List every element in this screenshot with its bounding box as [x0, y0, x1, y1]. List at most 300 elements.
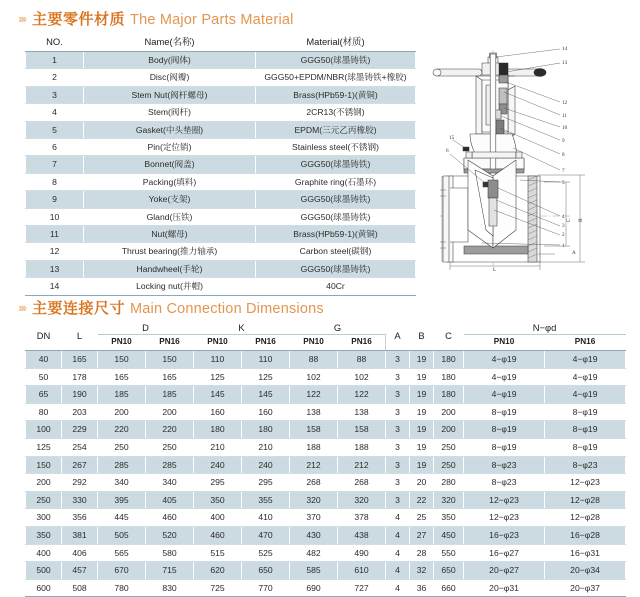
- cell: 210: [242, 438, 290, 456]
- table-row: [26, 368, 626, 386]
- cell: 19: [410, 386, 434, 404]
- cell: 180: [242, 421, 290, 439]
- cell: 4−φ19: [464, 368, 545, 386]
- cell-no: 8: [26, 173, 84, 190]
- cell: 4−φ19: [545, 368, 626, 386]
- cell: 350: [194, 491, 242, 509]
- cell: 4: [386, 544, 410, 562]
- cell: 20: [410, 474, 434, 492]
- cell-no: 12: [26, 243, 84, 260]
- cell: 19: [410, 351, 434, 369]
- cell: 19: [410, 421, 434, 439]
- cell: 12−φ23: [545, 474, 626, 492]
- dimensions-title-cn: 主要连接尺寸: [32, 299, 126, 317]
- col-sub-pn10: PN10: [464, 335, 545, 351]
- cell: 188: [338, 438, 386, 456]
- cell: 330: [62, 491, 98, 509]
- cell: 158: [290, 421, 338, 439]
- cell: 185: [146, 386, 194, 404]
- cell: 20−φ31: [464, 579, 545, 597]
- svg-text:3: 3: [562, 223, 565, 229]
- cell: 715: [146, 562, 194, 580]
- cell: 268: [290, 474, 338, 492]
- cell: 20−φ27: [464, 562, 545, 580]
- cell-name: Bonnet(阀盖): [84, 156, 256, 173]
- parts-material-table: [25, 32, 416, 296]
- col-sub-pn16: PN16: [146, 335, 194, 351]
- cell: 188: [290, 438, 338, 456]
- cell: 250: [434, 438, 464, 456]
- cell-material: Brass(HPb59-1)(黄铜): [256, 86, 416, 103]
- cell: 178: [62, 368, 98, 386]
- cell: 445: [98, 509, 146, 527]
- cell: 4−φ19: [545, 351, 626, 369]
- col-c: C: [434, 321, 464, 351]
- cell: 4−φ19: [545, 386, 626, 404]
- cell: 19: [410, 456, 434, 474]
- svg-text:B: B: [578, 218, 584, 222]
- table-row: [26, 278, 416, 295]
- cell: 4: [386, 562, 410, 580]
- cell: 102: [290, 368, 338, 386]
- cell: 292: [62, 474, 98, 492]
- cell: 320: [290, 491, 338, 509]
- cell: 4: [386, 579, 410, 597]
- cell: 565: [98, 544, 146, 562]
- cell: 285: [98, 456, 146, 474]
- cell: 3: [386, 386, 410, 404]
- cell-no: 11: [26, 226, 84, 243]
- cell: 12−φ28: [545, 491, 626, 509]
- table-row: [26, 421, 626, 439]
- cell: 280: [434, 474, 464, 492]
- cell-no: 9: [26, 191, 84, 208]
- cell: 8−φ19: [545, 438, 626, 456]
- col-sub-pn10: PN10: [194, 335, 242, 351]
- cell: 19: [410, 403, 434, 421]
- table-row: [26, 86, 416, 103]
- svg-text:6: 6: [446, 148, 449, 154]
- cell-material: Brass(HPb59-1)(黄铜): [256, 226, 416, 243]
- cell: 88: [338, 351, 386, 369]
- cell: 203: [62, 403, 98, 421]
- cell: 160: [242, 403, 290, 421]
- table-row: [26, 226, 416, 243]
- cell: 8−φ19: [464, 421, 545, 439]
- chevron-right-icon: ›››: [18, 300, 25, 315]
- cell-no: 7: [26, 156, 84, 173]
- svg-text:8: 8: [562, 152, 565, 158]
- col-sub-pn16: PN16: [338, 335, 386, 351]
- parts-title-en: The Major Parts Material: [130, 12, 294, 28]
- cell: 780: [98, 579, 146, 597]
- cell-name: Locking nut(并帽): [84, 278, 256, 295]
- cell: 125: [194, 368, 242, 386]
- cell: 16−φ28: [545, 526, 626, 544]
- col-dn: DN: [26, 321, 62, 351]
- cell-name: Thrust bearing(推力轴承): [84, 243, 256, 260]
- cell-name: Stem(阀杆): [84, 104, 256, 121]
- col-no: NO.: [26, 33, 84, 52]
- svg-text:7: 7: [562, 168, 565, 174]
- cell: 200: [146, 403, 194, 421]
- cell: 210: [194, 438, 242, 456]
- table-header-row: [26, 33, 416, 52]
- table-row: [26, 491, 626, 509]
- table-row: [26, 208, 416, 225]
- cell: 381: [62, 526, 98, 544]
- cell: 482: [290, 544, 338, 562]
- table-row: [26, 52, 416, 69]
- cell-material: 2CR13(不锈钢): [256, 104, 416, 121]
- cell: 508: [62, 579, 98, 597]
- table-row: [26, 386, 626, 404]
- cell: 285: [146, 456, 194, 474]
- cell: 250: [146, 438, 194, 456]
- cell: 212: [338, 456, 386, 474]
- table-row: [26, 121, 416, 138]
- cell: 8−φ23: [545, 456, 626, 474]
- cell: 180: [434, 351, 464, 369]
- cell-name: Yoke(支架): [84, 191, 256, 208]
- cell: 160: [194, 403, 242, 421]
- svg-text:5: 5: [562, 180, 565, 186]
- section-heading-parts: [0, 8, 294, 29]
- col-d: D: [98, 321, 194, 335]
- cell: 180: [434, 386, 464, 404]
- table-row: [26, 456, 626, 474]
- cell: 505: [98, 526, 146, 544]
- cell: 8−φ23: [464, 474, 545, 492]
- cell: 138: [338, 403, 386, 421]
- table-row: [26, 243, 416, 260]
- cell: 4: [386, 509, 410, 527]
- cell: 406: [62, 544, 98, 562]
- table-row: [26, 526, 626, 544]
- cell-material: GGG50(球墨铸铁): [256, 156, 416, 173]
- cell-no: 4: [26, 104, 84, 121]
- cell: 550: [434, 544, 464, 562]
- cell: 102: [338, 368, 386, 386]
- cell: 100: [26, 421, 62, 439]
- cell-no: 2: [26, 69, 84, 86]
- col-l: L: [62, 321, 98, 351]
- svg-text:1: 1: [562, 243, 565, 249]
- cell: 460: [146, 509, 194, 527]
- svg-text:15: 15: [449, 135, 455, 141]
- svg-text:13: 13: [562, 60, 568, 66]
- cell: 610: [338, 562, 386, 580]
- cell: 395: [98, 491, 146, 509]
- cell: 650: [434, 562, 464, 580]
- cell: 150: [98, 351, 146, 369]
- col-nd: N−φd: [464, 321, 626, 335]
- table-row: [26, 139, 416, 156]
- cell: 400: [194, 509, 242, 527]
- svg-text:L: L: [493, 267, 497, 273]
- cell-no: 5: [26, 121, 84, 138]
- col-sub-pn10: PN10: [290, 335, 338, 351]
- cell-name: Gland(压铁): [84, 208, 256, 225]
- cell: 405: [146, 491, 194, 509]
- cell: 660: [434, 579, 464, 597]
- table-row: [26, 69, 416, 86]
- cell-name: Stem Nut(阀杆螺母): [84, 86, 256, 103]
- svg-text:14: 14: [562, 46, 568, 52]
- cell: 457: [62, 562, 98, 580]
- cell-material: GGG50+EPDM/NBR(球墨铸铁+橡胶): [256, 69, 416, 86]
- cell-name: Disc(阀瓣): [84, 69, 256, 86]
- cell: 400: [26, 544, 62, 562]
- table-row: [26, 156, 416, 173]
- table-row: [26, 173, 416, 190]
- table-row: [26, 509, 626, 527]
- table-row: [26, 438, 626, 456]
- table-row: [26, 351, 626, 369]
- cell-material: Graphite ring(石墨环): [256, 173, 416, 190]
- cell: 36: [410, 579, 434, 597]
- cell: 200: [26, 474, 62, 492]
- cell: 500: [26, 562, 62, 580]
- cell-name: Packing(填料): [84, 173, 256, 190]
- cell: 580: [146, 544, 194, 562]
- table-row: [26, 260, 416, 277]
- table-row: [26, 403, 626, 421]
- cell: 25: [410, 509, 434, 527]
- cell: 8−φ19: [545, 421, 626, 439]
- cell-material: GGG50(球墨铸铁): [256, 52, 416, 69]
- table-header-row-sub: [26, 335, 626, 351]
- cell: 430: [290, 526, 338, 544]
- cell: 460: [194, 526, 242, 544]
- cell: 620: [194, 562, 242, 580]
- cell: 4−φ19: [464, 351, 545, 369]
- cell: 3: [386, 403, 410, 421]
- cell-name: Body(阀体): [84, 52, 256, 69]
- cell: 600: [26, 579, 62, 597]
- cell: 470: [242, 526, 290, 544]
- cell: 220: [98, 421, 146, 439]
- svg-text:4: 4: [562, 214, 565, 220]
- cell: 240: [194, 456, 242, 474]
- cell: 670: [98, 562, 146, 580]
- cell: 200: [434, 403, 464, 421]
- cell: 212: [290, 456, 338, 474]
- cell: 295: [194, 474, 242, 492]
- cell-no: 1: [26, 52, 84, 69]
- cell: 650: [242, 562, 290, 580]
- cell: 190: [62, 386, 98, 404]
- cell-material: 40Cr: [256, 278, 416, 295]
- cell: 185: [98, 386, 146, 404]
- cell: 138: [290, 403, 338, 421]
- cell: 3: [386, 438, 410, 456]
- cell: 3: [386, 456, 410, 474]
- cell: 520: [146, 526, 194, 544]
- dimensions-title-en: Main Connection Dimensions: [130, 301, 324, 317]
- table-row: [26, 191, 416, 208]
- cell: 370: [290, 509, 338, 527]
- table-header-row-group: [26, 321, 626, 335]
- cell-material: EPDM(三元乙丙橡胶): [256, 121, 416, 138]
- cell: 320: [434, 491, 464, 509]
- col-sub-pn16: PN16: [545, 335, 626, 351]
- cell-material: GGG50(球墨铸铁): [256, 260, 416, 277]
- cell-material: Stainless steel(不锈钢): [256, 139, 416, 156]
- cell-no: 14: [26, 278, 84, 295]
- cell: 180: [434, 368, 464, 386]
- cell-no: 3: [26, 86, 84, 103]
- cell: 378: [338, 509, 386, 527]
- cell: 145: [194, 386, 242, 404]
- col-sub-pn10: PN10: [98, 335, 146, 351]
- cell: 830: [146, 579, 194, 597]
- cell: 300: [26, 509, 62, 527]
- cell: 8−φ19: [464, 403, 545, 421]
- cell: 110: [194, 351, 242, 369]
- cell: 20−φ34: [545, 562, 626, 580]
- cell: 727: [338, 579, 386, 597]
- section-heading-dimensions: [0, 297, 324, 318]
- svg-text:12: 12: [562, 100, 568, 106]
- cell: 22: [410, 491, 434, 509]
- cell: 220: [146, 421, 194, 439]
- cell-name: Gasket(中头垫圈): [84, 121, 256, 138]
- cell: 110: [242, 351, 290, 369]
- svg-text:2: 2: [562, 232, 565, 238]
- cell: 356: [62, 509, 98, 527]
- cell: 254: [62, 438, 98, 456]
- cell: 3: [386, 421, 410, 439]
- cell: 585: [290, 562, 338, 580]
- table-row: [26, 579, 626, 597]
- col-g: G: [290, 321, 386, 335]
- cell: 180: [194, 421, 242, 439]
- cell: 28: [410, 544, 434, 562]
- cell: 690: [290, 579, 338, 597]
- svg-text:10: 10: [562, 125, 568, 131]
- col-material: Material(材质): [256, 33, 416, 52]
- cell: 8−φ23: [464, 456, 545, 474]
- cell: 725: [194, 579, 242, 597]
- svg-text:11: 11: [562, 113, 567, 119]
- chevron-right-icon: ›››: [18, 11, 25, 26]
- cell: 229: [62, 421, 98, 439]
- cell-material: GGG50(球墨铸铁): [256, 191, 416, 208]
- cell: 450: [434, 526, 464, 544]
- cell: 40: [26, 351, 62, 369]
- cell: 8−φ19: [464, 438, 545, 456]
- cell: 165: [98, 368, 146, 386]
- cell: 350: [26, 526, 62, 544]
- cell: 490: [338, 544, 386, 562]
- cell: 250: [98, 438, 146, 456]
- cell: 200: [98, 403, 146, 421]
- cell: 88: [290, 351, 338, 369]
- cell-no: 6: [26, 139, 84, 156]
- cell: 150: [26, 456, 62, 474]
- cell: 122: [338, 386, 386, 404]
- cell-name: Pin(定位销): [84, 139, 256, 156]
- svg-text:C: C: [566, 218, 572, 222]
- cell: 3: [386, 474, 410, 492]
- cell: 150: [146, 351, 194, 369]
- cell: 438: [338, 526, 386, 544]
- cell: 27: [410, 526, 434, 544]
- cell: 250: [434, 456, 464, 474]
- cell: 50: [26, 368, 62, 386]
- cell: 515: [194, 544, 242, 562]
- cell: 200: [434, 421, 464, 439]
- cell-material: Carbon steel(碳钢): [256, 243, 416, 260]
- cell: 410: [242, 509, 290, 527]
- connection-dimensions-table: [25, 320, 626, 597]
- col-b: B: [410, 321, 434, 351]
- table-row: [26, 474, 626, 492]
- cell: 20−φ37: [545, 579, 626, 597]
- cell: 16−φ27: [464, 544, 545, 562]
- cell: 3: [386, 491, 410, 509]
- parts-title-cn: 主要零件材质: [32, 10, 126, 28]
- col-name: Name(名称): [84, 33, 256, 52]
- cell: 32: [410, 562, 434, 580]
- cell: 16−φ23: [464, 526, 545, 544]
- cell: 12−φ28: [545, 509, 626, 527]
- cell-name: Handwheel(手轮): [84, 260, 256, 277]
- cell: 267: [62, 456, 98, 474]
- cell: 340: [146, 474, 194, 492]
- cell: 770: [242, 579, 290, 597]
- cell: 268: [338, 474, 386, 492]
- cell: 80: [26, 403, 62, 421]
- table-row: [26, 544, 626, 562]
- cell: 8−φ19: [545, 403, 626, 421]
- cell: 240: [242, 456, 290, 474]
- cell-no: 13: [26, 260, 84, 277]
- valve-cross-section-drawing: [420, 30, 638, 292]
- cell: 4: [386, 526, 410, 544]
- cell: 12−φ23: [464, 509, 545, 527]
- svg-text:A: A: [572, 250, 576, 256]
- cell: 145: [242, 386, 290, 404]
- table-row: [26, 104, 416, 121]
- cell: 19: [410, 368, 434, 386]
- cell: 3: [386, 351, 410, 369]
- col-k: K: [194, 321, 290, 335]
- cell: 122: [290, 386, 338, 404]
- svg-text:9: 9: [562, 138, 565, 144]
- cell: 295: [242, 474, 290, 492]
- cell: 250: [26, 491, 62, 509]
- cell: 525: [242, 544, 290, 562]
- cell: 165: [146, 368, 194, 386]
- cell: 4−φ19: [464, 386, 545, 404]
- col-a: A: [386, 321, 410, 351]
- cell: 158: [338, 421, 386, 439]
- table-row: [26, 562, 626, 580]
- cell: 125: [242, 368, 290, 386]
- cell: 320: [338, 491, 386, 509]
- cell: 3: [386, 368, 410, 386]
- cell: 19: [410, 438, 434, 456]
- col-sub-pn16: PN16: [242, 335, 290, 351]
- cell-material: GGG50(球墨铸铁): [256, 208, 416, 225]
- cell: 12−φ23: [464, 491, 545, 509]
- cell: 355: [242, 491, 290, 509]
- cell: 125: [26, 438, 62, 456]
- cell: 65: [26, 386, 62, 404]
- cell: 350: [434, 509, 464, 527]
